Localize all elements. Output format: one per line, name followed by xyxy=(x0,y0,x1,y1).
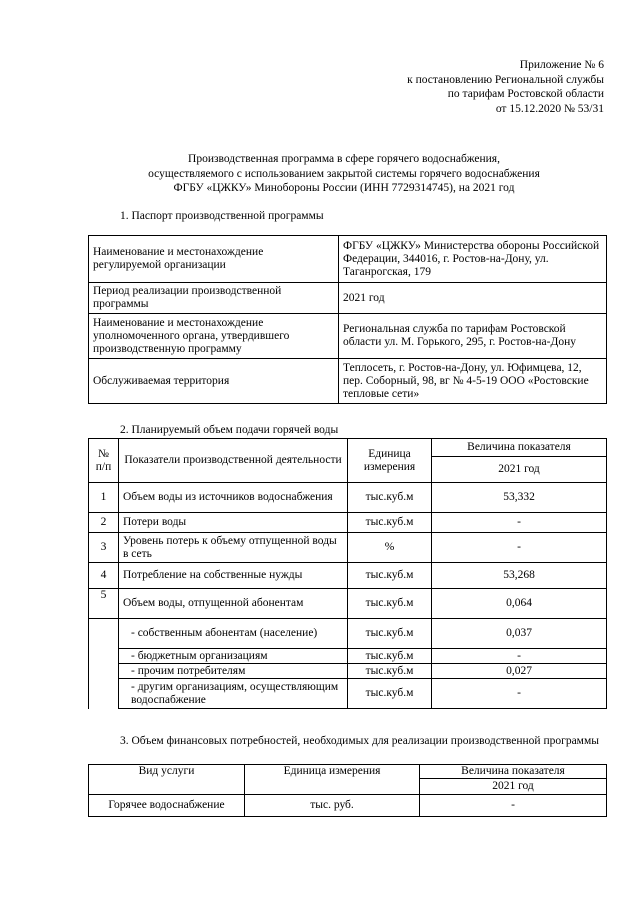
table-row xyxy=(89,513,607,533)
row-service: Горячее водоснабжение xyxy=(89,795,245,817)
row-name: - прочим потребителям xyxy=(119,664,348,679)
table-header-row xyxy=(89,765,607,779)
section3-heading: 3. Объем финансовых потребностей, необходимых для реализации производственной программы xyxy=(120,735,599,747)
row-name: Потребление на собственные нужды xyxy=(119,563,348,589)
header-value-group: Величина показателя xyxy=(432,439,607,457)
passport-label: Период реализации производственной программы xyxy=(89,283,339,314)
table-row xyxy=(89,314,607,359)
row-value: 0,064 xyxy=(432,589,607,619)
passport-value: 2021 год xyxy=(339,283,607,314)
row-unit: тыс.куб.м xyxy=(348,563,432,589)
row-value: - xyxy=(432,533,607,563)
passport-label: Наименование и местонахождение уполномоченного органа, утвердившего производственную программу xyxy=(89,314,339,359)
header-year: 2021 год xyxy=(432,457,607,483)
appendix-line: от 15.12.2020 № 53/31 xyxy=(495,102,604,115)
table-row xyxy=(89,236,607,283)
table-row xyxy=(89,664,607,679)
header-num: № п/п xyxy=(89,439,119,483)
row-value: 0,037 xyxy=(432,619,607,649)
passport-value: Теплосеть, г. Ростов-на-Дону, ул. Юфимцева, 12, пер. Соборный, 98, вг № 4-5-19 ООО «Ростовские тепловые сети» xyxy=(339,359,607,404)
row-unit: тыс.куб.м xyxy=(348,649,432,664)
row-name: - другим организациям, осуществляющим водоспабжение xyxy=(119,679,348,709)
row-name: Уровень потерь к объему отпущенной воды в сеть xyxy=(119,533,348,563)
header-indicator: Показатели производственной деятельности xyxy=(119,439,348,483)
passport-label: Наименование и местонахождение регулируемой организации xyxy=(89,236,339,283)
table-row xyxy=(89,483,607,513)
row-num: 5 xyxy=(89,589,119,619)
row-value: 0,027 xyxy=(432,664,607,679)
row-name: - собственным абонентам (население) xyxy=(119,619,348,649)
table-row xyxy=(89,619,607,649)
passport-table xyxy=(88,235,607,404)
appendix-line: Приложение № 6 xyxy=(519,59,604,71)
table-row xyxy=(89,563,607,589)
row-num: 2 xyxy=(89,513,119,533)
section1-heading: 1. Паспорт производственной программы xyxy=(120,210,324,222)
row-value: - xyxy=(432,513,607,533)
row-unit: тыс.куб.м xyxy=(348,679,432,709)
title-line: осуществляемого с использованием закрытой системы горячего водоснабжения xyxy=(148,167,540,180)
table-row xyxy=(89,589,607,619)
row-unit: % xyxy=(348,533,432,563)
row-num xyxy=(89,619,119,709)
table-row xyxy=(89,533,607,563)
table-header-row xyxy=(89,439,607,457)
row-unit: тыс.куб.м xyxy=(348,589,432,619)
row-num: 1 xyxy=(89,483,119,513)
header-service: Вид услуги xyxy=(89,765,245,795)
row-unit: тыс.куб.м xyxy=(348,619,432,649)
appendix-header xyxy=(407,58,604,116)
row-unit: тыс. руб. xyxy=(245,795,420,817)
row-name: - бюджетным организациям xyxy=(119,649,348,664)
row-value: - xyxy=(432,649,607,664)
financial-table xyxy=(88,764,607,817)
header-unit: Единица измерения xyxy=(245,765,420,795)
row-name: Объем воды, отпущенной абонентам xyxy=(119,589,348,619)
appendix-line: к постановлению Региональной службы xyxy=(407,73,604,86)
table-row xyxy=(89,679,607,709)
row-unit: тыс.куб.м xyxy=(348,513,432,533)
row-unit: тыс.куб.м xyxy=(348,664,432,679)
passport-value: Региональная служба по тарифам Ростовской области ул. М. Горького, 295, г. Ростов-на-Дону xyxy=(339,314,607,359)
row-name: Потери воды xyxy=(119,513,348,533)
document-title xyxy=(70,152,618,196)
row-name: Объем воды из источников водоснабжения xyxy=(119,483,348,513)
row-value: 53,332 xyxy=(432,483,607,513)
row-unit: тыс.куб.м xyxy=(348,483,432,513)
water-volume-table xyxy=(88,438,607,709)
row-value: - xyxy=(432,679,607,709)
header-value-group: Величина показателя xyxy=(420,765,607,779)
table-row xyxy=(89,795,607,817)
row-value: 53,268 xyxy=(432,563,607,589)
table-row xyxy=(89,359,607,404)
row-value: - xyxy=(420,795,607,817)
passport-value: ФГБУ «ЦЖКУ» Министерства обороны Российской Федерации, 344016, г. Ростов-на-Дону, ул. Таганрогская, 179 xyxy=(339,236,607,283)
title-line: ФГБУ «ЦЖКУ» Минобороны России (ИНН 7729314745), на 2021 год xyxy=(173,182,515,195)
passport-label: Обслуживаемая территория xyxy=(89,359,339,404)
header-year: 2021 год xyxy=(420,779,607,795)
row-num: 4 xyxy=(89,563,119,589)
header-unit: Единица измерения xyxy=(348,439,432,483)
table-row xyxy=(89,283,607,314)
section2-heading: 2. Планируемый объем подачи горячей воды xyxy=(120,424,339,436)
row-num: 3 xyxy=(89,533,119,563)
title-line: Производственная программа в сфере горячего водоснабжения, xyxy=(188,153,500,165)
table-row xyxy=(89,649,607,664)
appendix-line: по тарифам Ростовской области xyxy=(447,88,604,101)
